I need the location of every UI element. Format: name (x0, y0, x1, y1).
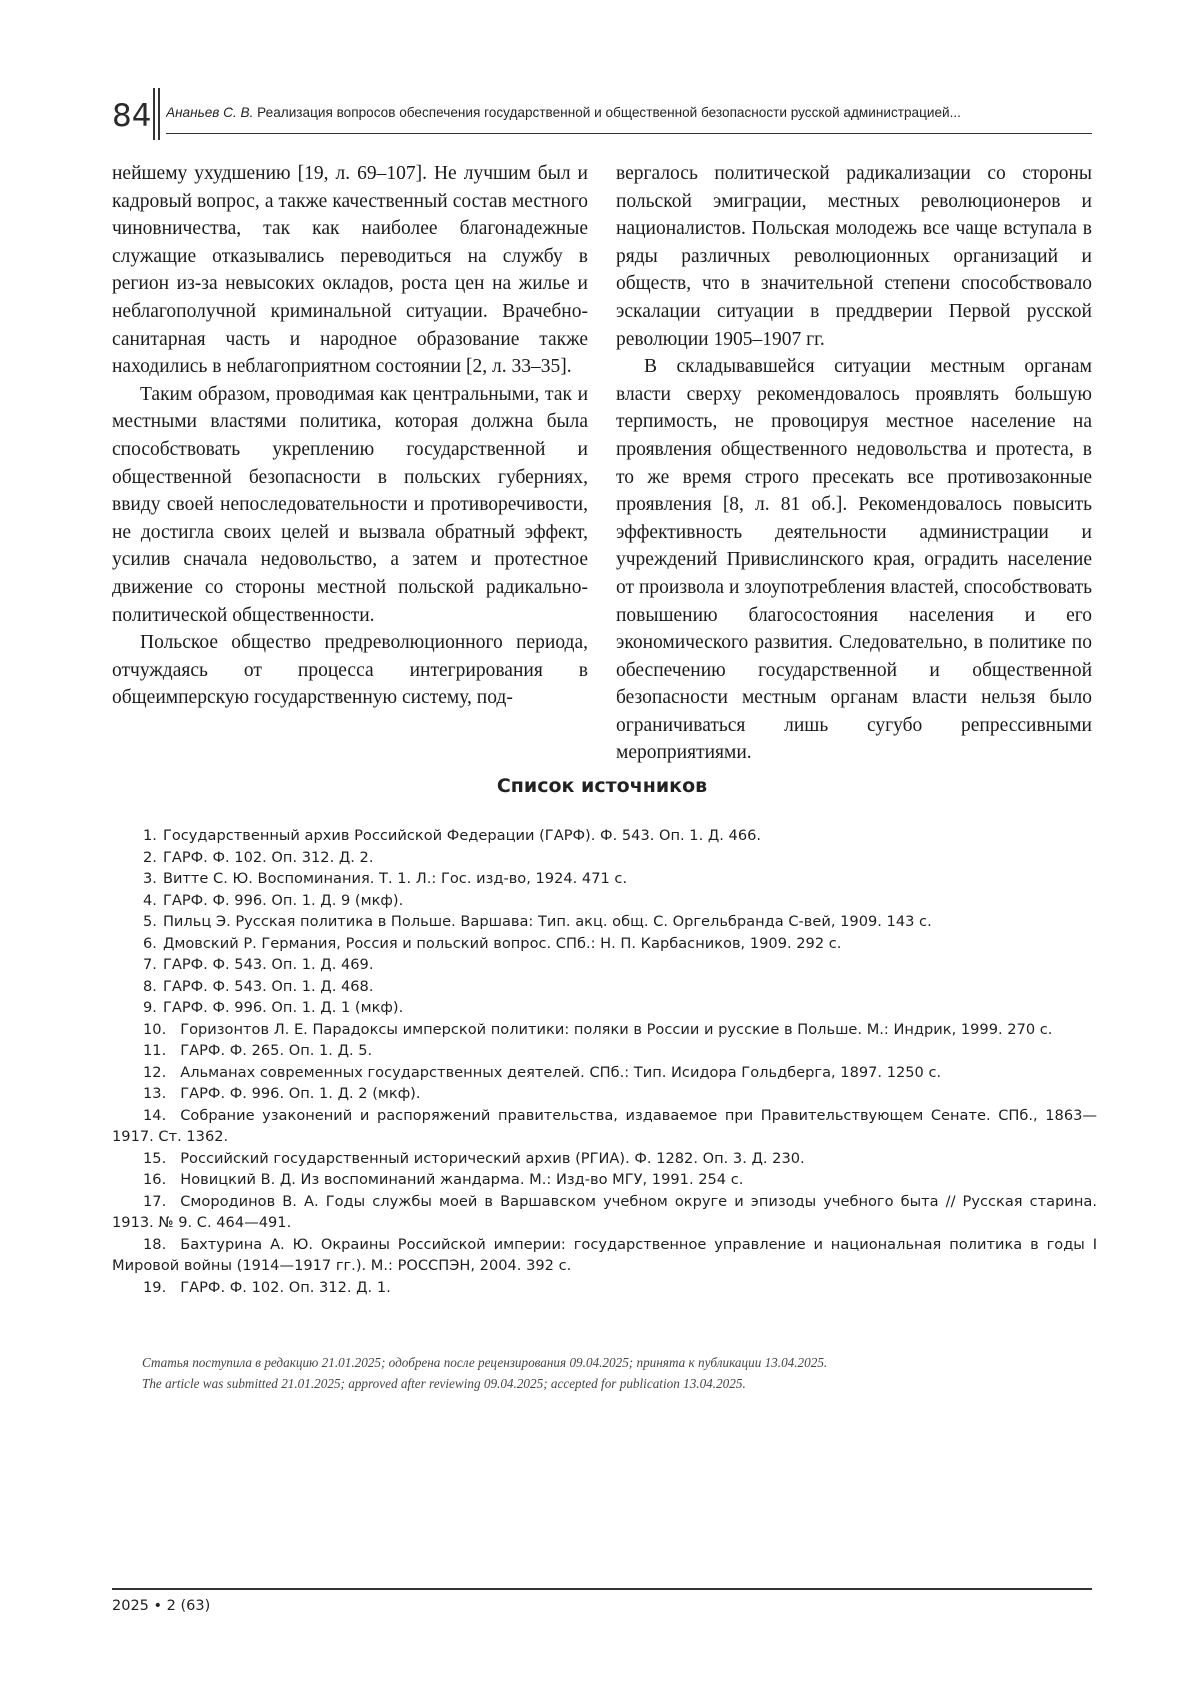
running-head-author: Ананьев С. В. (166, 105, 254, 120)
reference-item: 18. Бахтурина А. Ю. Окраины Российской империи: государственное управление и национальная политика в годы I Мировой войны (1914—1917 гг.). М.: РОССПЭН, 2004. 392 с. (112, 1235, 1097, 1274)
header-rule (166, 133, 1092, 134)
reference-item: 19. ГАРФ. Ф. 102. Оп. 312. Д. 1. (143, 1278, 391, 1296)
reference-item: 3. Витте С. Ю. Воспоминания. Т. 1. Л.: Гос. изд-во, 1924. 471 с. (143, 870, 628, 887)
reference-item: 17. Смородинов В. А. Годы службы моей в Варшавском учебном округе и эпизоды учебного быта // Русская старина. 1913. № 9. С. 464—491. (112, 1192, 1097, 1231)
dates-ru: Статья поступила в редакцию 21.01.2025; одобрена после рецензирования 09.04.2025; принята к публикации 13.04.2025. (142, 1355, 828, 1370)
reference-item: 12. Альманах современных государственных деятелей. СПб.: Тип. Исидора Гольдберга, 1897. 1250 с. (143, 1063, 942, 1081)
running-head-title: Реализация вопросов обеспечения государственной и общественной безопасности русской администрацией... (257, 105, 961, 120)
right-column (616, 160, 1092, 767)
header-divider (153, 88, 155, 140)
reference-item: 10. Горизонтов Л. Е. Парадоксы имперской политики: поляки в России и русские в Польше. М.: Индрик, 1999. 270 с. (143, 1020, 1053, 1038)
reference-item: 6. Дмовский Р. Германия, Россия и польский вопрос. СПб.: Н. П. Карбасников, 1909. 292 с. (143, 934, 842, 952)
paragraph: нейшему ухудшению [19, л. 69–107]. Не лучшим был и кадровый вопрос, а также качественный состав местного чиновничества, так как наиболее благонадежные служащие отказывались переводиться на службу в регион из-за невысоких окладов, роста цен на жилье и неблагополучной криминальной ситуации. Врачебно-санитарная часть и народное образование также находились в неблагоприятном состоянии [2, л. 33–35]. (112, 163, 588, 378)
header-divider (158, 88, 160, 140)
running-head (166, 105, 1092, 120)
article-dates (142, 1352, 1082, 1394)
running-header (112, 88, 1092, 140)
paragraph: Польское общество предреволюционного периода, отчуждаясь от процесса интегрирования в общеимперскую государственную систему, под- (112, 632, 588, 709)
reference-item: 16. Новицкий В. Д. Из воспоминаний жандарма. М.: Изд-во МГУ, 1991. 254 с. (143, 1171, 744, 1188)
reference-item: 9. ГАРФ. Ф. 996. Оп. 1. Д. 1 (мкф). (143, 999, 404, 1016)
reference-item: 11. ГАРФ. Ф. 265. Оп. 1. Д. 5. (143, 1042, 373, 1059)
reference-item: 8. ГАРФ. Ф. 543. Оп. 1. Д. 468. (143, 977, 374, 995)
reference-item: 1. Государственный архив Российской Федерации (ГАРФ). Ф. 543. Оп. 1. Д. 466. (143, 827, 762, 844)
references-list (112, 825, 1097, 1298)
reference-item: 5. Пильц Э. Русская политика в Польше. Варшава: Тип. акц. общ. С. Оргельбранда С-вей, 1909. 143 с. (143, 913, 932, 930)
dates-en: The article was submitted 21.01.2025; approved after reviewing 09.04.2025; accepted for publication 13.04.2025. (142, 1376, 746, 1391)
reference-item: 2. ГАРФ. Ф. 102. Оп. 312. Д. 2. (143, 848, 374, 866)
reference-item: 14. Собрание узаконений и распоряжений правительства, издаваемое при Правительствующем Сенате. СПб., 1863—1917. Ст. 1362. (112, 1106, 1097, 1145)
reference-item: 13. ГАРФ. Ф. 996. Оп. 1. Д. 2 (мкф). (143, 1085, 421, 1102)
paragraph: В складывавшейся ситуации местным органам власти сверху рекомендовалось проявлять большую терпимость, не провоцируя местное население на проявления общественного недовольства и протеста, в то же время строго пресекать все противозаконные проявления [8, л. 81 об.]. Рекомендовалось повысить эффективность деятельности администрации и учреждений Привислинского края, оградить население от произвола и злоупотребления властей, способствовать повышению благосостояния населения и его экономического развития. Следовательно, в политике по обеспечению государственной и общественной безопасности местным органам власти нельзя было ограничиваться лишь сугубо репрессивными мероприятиями. (616, 356, 1092, 764)
left-column (112, 160, 588, 712)
body-text (112, 160, 1092, 764)
reference-item: 7. ГАРФ. Ф. 543. Оп. 1. Д. 469. (143, 956, 374, 973)
reference-item: 15. Российский государственный исторический архив (РГИА). Ф. 1282. Оп. 3. Д. 230. (143, 1149, 805, 1167)
reference-item: 4. ГАРФ. Ф. 996. Оп. 1. Д. 9 (мкф). (143, 891, 404, 909)
references-title: Список источников (496, 775, 708, 797)
paragraph: вергалось политической радикализации со стороны польской эмиграции, местных революционеров и националистов. Польская молодежь все чаще вступала в ряды различных революционных организаций и обществ, что в значительной степени способствовало эскалации ситуации в преддверии Первой русской революции 1905–1907 гг. (616, 163, 1092, 350)
paragraph: Таким образом, проводимая как центральными, так и местными властями политика, которая должна была способствовать укреплению государственной и общественной безопасности в польских губерниях, ввиду своей непоследовательности и противоречивости, не достигла своих целей и вызвала обратный эффект, усилив сначала недовольство, а затем и протестное движение со стороны местной польской радикально-политической общественности. (112, 383, 588, 626)
page-number: 84 (112, 98, 152, 134)
issue-number: 2025 • 2 (63) (112, 1598, 211, 1614)
footer-rule (112, 1588, 1092, 1590)
